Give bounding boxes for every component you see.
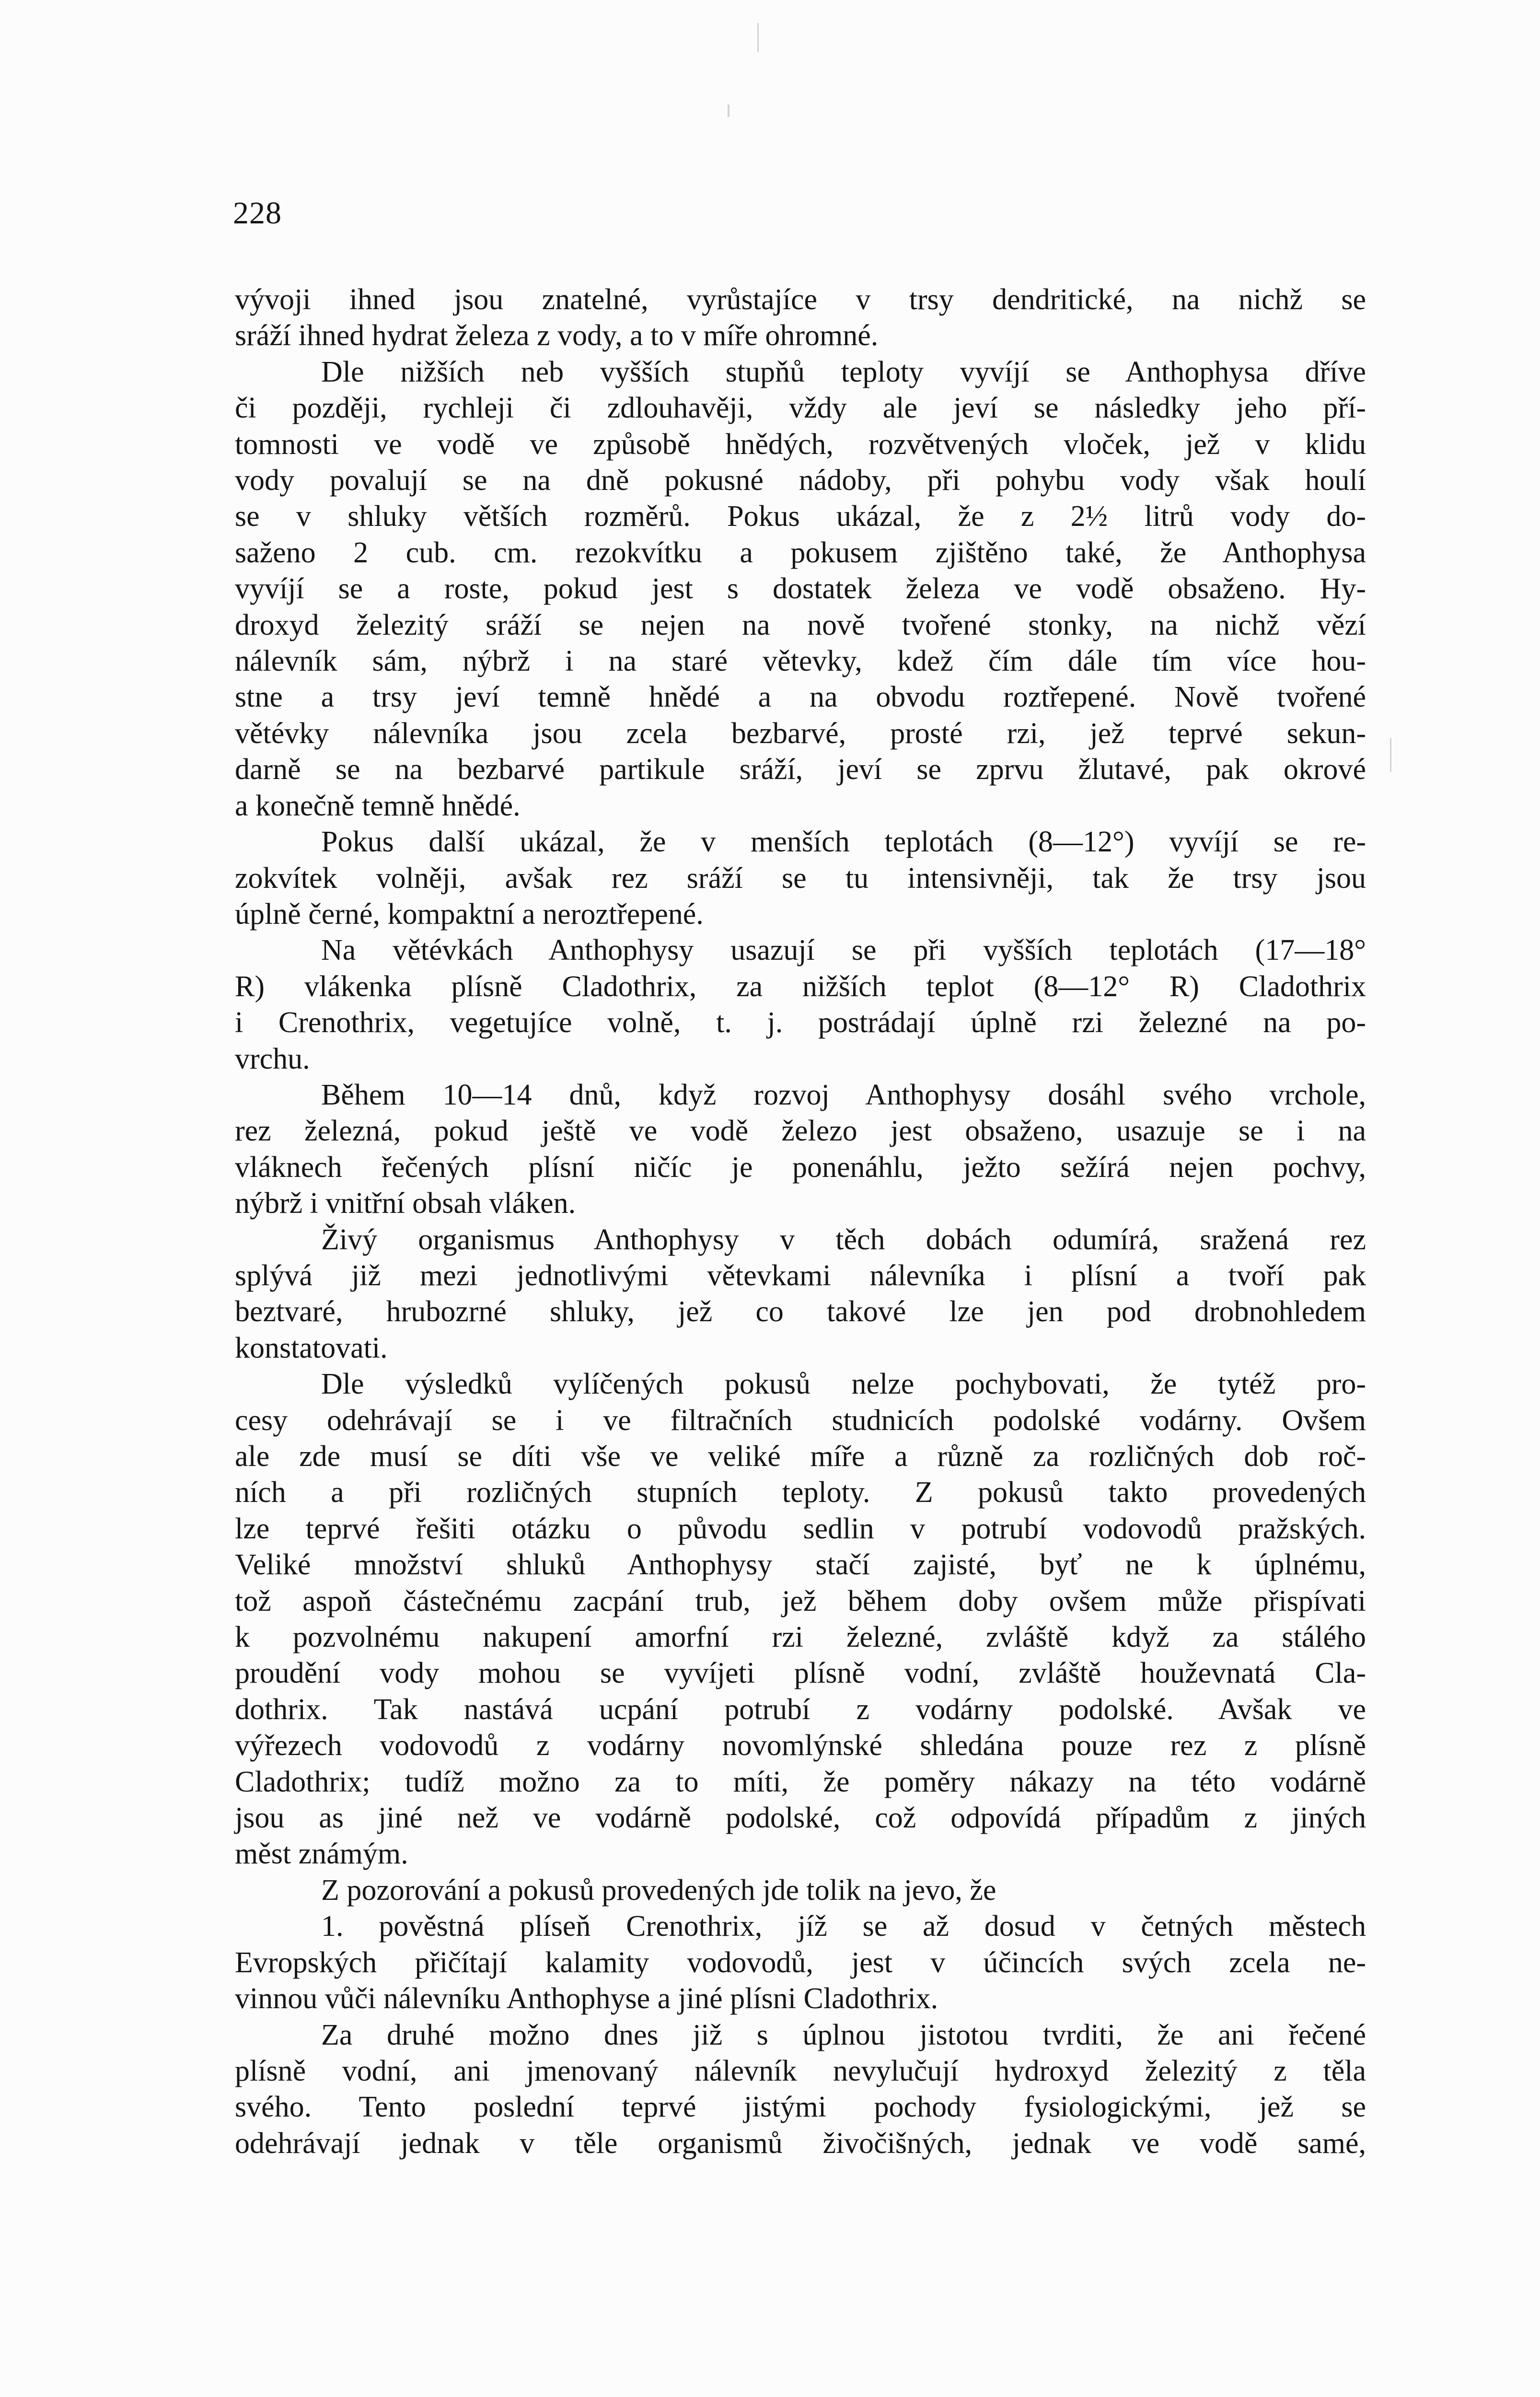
text-line: Během 10—14 dnů, když rozvoj Anthophysy dosáhl svého vrchole, (321, 1078, 1366, 1111)
text-line: Dle nižších neb vyšších stupňů teploty vyvíjí se Anthophysa dříve (321, 355, 1366, 388)
text-line: cesy odehrávají se i ve filtračních studnicích podolské vodárny. Ovšem (235, 1404, 1366, 1437)
text-line: úplně černé, kompaktní a neroztřepené. (235, 897, 704, 931)
text-line: větévky nálevníka jsou zcela bezbarvé, prosté rzi, jež teprvé sekun- (235, 717, 1366, 750)
text-line: i Crenothrix, vegetujíce volně, t. j. postrádají úplně rzi železné na po- (235, 1006, 1366, 1039)
text-line: lze teprvé řešiti otázku o původu sedlin v potrubí vodovodů pražských. (235, 1512, 1366, 1545)
text-line: Na větévkách Anthophysy usazují se při vyšších teplotách (17—18° (321, 934, 1366, 967)
text-line: konstatovati. (235, 1331, 388, 1364)
scan-speck (728, 105, 729, 117)
text-line: Veliké množství shluků Anthophysy stačí zajisté, byť ne k úplnému, (235, 1548, 1366, 1582)
body-text (235, 282, 1366, 2162)
text-line: saženo 2 cub. cm. rezokvítku a pokusem zjištěno také, že Anthophysa (235, 536, 1366, 569)
text-line: Evropských přičítají kalamity vodovodů, jest v účincích svých zcela ne- (235, 1946, 1366, 1979)
text-line: zokvítek volněji, avšak rez sráží se tu intensivněji, tak že trsy jsou (235, 861, 1366, 895)
text-line: se v shluky větších rozměrů. Pokus ukázal, že z 2½ litrů vody do- (235, 500, 1366, 533)
text-line: rez železná, pokud ještě ve vodě železo jest obsaženo, usazuje se i na (235, 1115, 1366, 1148)
page-number: 228 (233, 196, 282, 231)
text-line: vody povalují se na dně pokusné nádoby, při pohybu vody však houlí (235, 464, 1366, 497)
text-line: Za druhé možno dnes již s úplnou jistotou tvrditi, že ani řečené (321, 2018, 1366, 2051)
text-line: nálevník sám, nýbrž i na staré větevky, kdež čím dále tím více hou- (235, 645, 1366, 678)
text-line: vinnou vůči nálevníku Anthophyse a jiné plísni Cladothrix. (235, 1982, 938, 2015)
text-line: vyvíjí se a roste, pokud jest s dostatek železa ve vodě obsaženo. Hy- (235, 572, 1366, 605)
text-line: odehrávají jednak v těle organismů živočišných, jednak ve vodě samé, (235, 2127, 1366, 2160)
text-line: či později, rychleji či zdlouhavěji, vždy ale jeví se následky jeho pří- (235, 392, 1366, 425)
text-line: vláknech řečených plísní ničíc je ponenáhlu, ježto sežírá nejen pochvy, (235, 1151, 1366, 1184)
text-line: R) vlákenka plísně Cladothrix, za nižších teplot (8—12° R) Cladothrix (235, 970, 1366, 1003)
text-line: nýbrž i vnitřní obsah vláken. (235, 1187, 576, 1220)
text-line: sráží ihned hydrat železa z vody, a to v míře ohromné. (235, 319, 879, 352)
text-line: stne a trsy jeví temně hnědé a na obvodu roztřepené. Nově tvořené (235, 681, 1366, 714)
scan-speck (1390, 738, 1391, 772)
text-line: vývoji ihned jsou znatelné, vyrůstajíce v trsy dendritické, na nichž se (235, 283, 1366, 316)
text-line: droxyd železitý sráží se nejen na nově tvořené stonky, na nichž vězí (235, 608, 1366, 641)
text-line: darně se na bezbarvé partikule sráží, jeví se zprvu žlutavé, pak okrové (235, 753, 1366, 786)
text-line: Dle výsledků vylíčených pokusů nelze pochybovati, že tytéž pro- (321, 1368, 1366, 1401)
text-line: proudění vody mohou se vyvíjeti plísně vodní, zvláště houževnatá Cla- (235, 1657, 1366, 1690)
text-line: ních a při rozličných stupních teploty. Z pokusů takto provedených (235, 1476, 1366, 1509)
text-line: tomnosti ve vodě ve způsobě hnědých, rozvětvených vloček, jež v klidu (235, 428, 1366, 461)
text-line: jsou as jiné než ve vodárně podolské, což odpovídá případům z jiných (235, 1802, 1366, 1835)
text-line: svého. Tento poslední teprvé jistými pochody fysiologickými, jež se (235, 2091, 1366, 2124)
text-line: splývá již mezi jednotlivými větevkami nálevníka i plísní a tvoří pak (235, 1259, 1366, 1292)
text-line: výřezech vodovodů z vodárny novomlýnské shledána pouze rez z plísně (235, 1729, 1366, 1762)
text-line: a konečně temně hnědé. (235, 789, 521, 822)
text-line: vrchu. (235, 1042, 310, 1075)
text-line: 1. pověstná plíseň Crenothrix, jíž se až dosud v četných městech (321, 1910, 1366, 1943)
text-line: k pozvolnému nakupení amorfní rzi železné, zvláště když za stálého (235, 1621, 1366, 1654)
text-line: Živý organismus Anthophysy v těch dobách odumírá, sražená rez (321, 1223, 1366, 1256)
text-line: Pokus další ukázal, že v menších teplotách (8—12°) vyvíjí se re- (321, 826, 1366, 859)
text-line: Z pozorování a pokusů provedených jde tolik na jevo, že (321, 1873, 996, 1907)
text-line: beztvaré, hrubozrné shluky, jež co takové lze jen pod drobnohledem (235, 1295, 1366, 1328)
text-line: tož aspoň částečnému zacpání trub, jež během doby ovšem může přispívati (235, 1584, 1366, 1617)
scan-speck (757, 23, 759, 52)
text-line: dothrix. Tak nastává ucpání potrubí z vodárny podolské. Avšak ve (235, 1693, 1366, 1726)
text-line: ale zde musí se díti vše ve veliké míře a různě za rozličných dob roč- (235, 1440, 1366, 1473)
text-line: měst známým. (235, 1838, 408, 1871)
text-line: plísně vodní, ani jmenovaný nálevník nevylučují hydroxyd železitý z těla (235, 2054, 1366, 2087)
text-line: Cladothrix; tudíž možno za to míti, že poměry nákazy na této vodárně (235, 1765, 1366, 1798)
